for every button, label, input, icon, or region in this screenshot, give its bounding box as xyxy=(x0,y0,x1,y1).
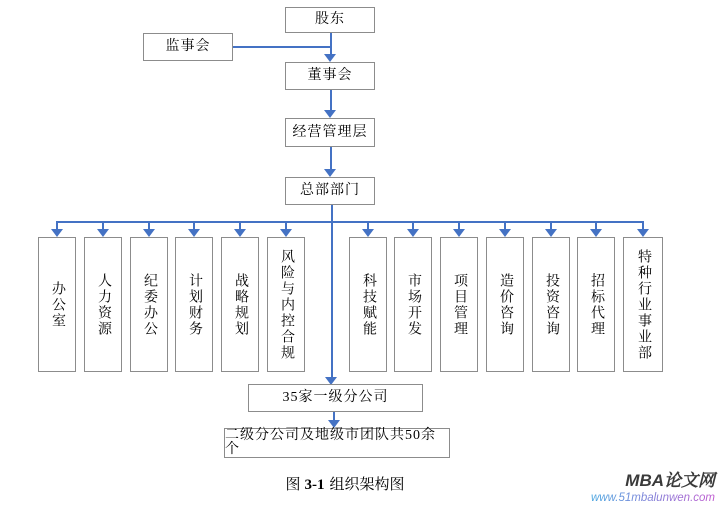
arrow-down-icon xyxy=(280,229,292,237)
caption-number: 3-1 xyxy=(304,477,325,493)
box-dept-market-development xyxy=(394,237,432,372)
dept-label: 计划财务 xyxy=(187,272,202,337)
box-dept-office xyxy=(38,237,76,372)
dept-label: 办公室 xyxy=(50,280,65,329)
caption-title: 组织架构图 xyxy=(329,477,405,493)
supervisory-board-label: 监事会 xyxy=(165,39,211,54)
figure-caption xyxy=(0,473,690,494)
box-level2-branches xyxy=(224,428,450,458)
dept-label: 市场开发 xyxy=(406,272,421,337)
dept-label: 战略规划 xyxy=(233,272,248,337)
box-board-of-directors xyxy=(285,62,375,90)
connector-board-management-line xyxy=(330,90,332,110)
shareholders-label: 股东 xyxy=(315,12,345,27)
box-dept-special-industry xyxy=(623,237,663,372)
arrow-down-icon xyxy=(143,229,155,237)
hq-departments-label: 总部部门 xyxy=(300,183,360,198)
arrow-down-icon xyxy=(324,54,336,62)
level2-branches-label: 二级分公司及地级市团队共50余个 xyxy=(225,428,436,457)
box-shareholders xyxy=(285,7,375,33)
box-dept-project-management xyxy=(440,237,478,372)
arrow-down-icon xyxy=(590,229,602,237)
box-dept-technology xyxy=(349,237,387,372)
box-management-layer xyxy=(285,118,375,147)
box-dept-investment-consulting xyxy=(532,237,570,372)
management-layer-label: 经营管理层 xyxy=(292,124,368,140)
dept-label: 人力资源 xyxy=(96,272,111,337)
arrow-down-icon xyxy=(324,169,336,177)
box-dept-bidding-agency xyxy=(577,237,615,372)
arrow-down-icon xyxy=(499,229,511,237)
box-level1-branches xyxy=(248,384,423,412)
box-dept-strategic-planning xyxy=(221,237,259,372)
arrow-down-icon xyxy=(188,229,200,237)
box-dept-planning-finance xyxy=(175,237,213,372)
box-hq-departments xyxy=(285,177,375,205)
watermark-site-url: www.51mbalunwen.com xyxy=(590,492,715,504)
arrow-down-icon xyxy=(637,229,649,237)
dept-label: 造价咨询 xyxy=(498,272,513,337)
arrow-down-icon xyxy=(234,229,246,237)
connector-supervisory-line xyxy=(233,46,331,48)
arrow-down-icon xyxy=(324,110,336,118)
connector-trunk-line xyxy=(331,205,333,377)
box-supervisory-board xyxy=(143,33,233,61)
box-dept-human-resources xyxy=(84,237,122,372)
arrow-down-icon xyxy=(51,229,63,237)
box-dept-discipline-office xyxy=(130,237,168,372)
connector-distribution-bar xyxy=(56,221,644,223)
dept-label: 纪委办公 xyxy=(142,272,157,337)
arrow-down-icon xyxy=(328,420,340,428)
box-dept-risk-compliance xyxy=(267,237,305,372)
arrow-down-icon xyxy=(362,229,374,237)
dept-label: 科技赋能 xyxy=(361,272,376,337)
dept-label: 投资咨询 xyxy=(544,272,559,337)
dept-label: 风险与内控合规 xyxy=(279,248,294,361)
caption-prefix: 图 xyxy=(285,477,301,493)
dept-label: 招标代理 xyxy=(589,272,604,337)
level1-branches-label: 35家一级分公司 xyxy=(282,390,389,405)
arrow-down-icon xyxy=(407,229,419,237)
box-dept-cost-consulting xyxy=(486,237,524,372)
arrow-down-icon xyxy=(545,229,557,237)
arrow-down-icon xyxy=(97,229,109,237)
watermark xyxy=(591,466,715,504)
dept-label: 特种行业事业部 xyxy=(636,248,651,361)
arrow-down-icon xyxy=(453,229,465,237)
dept-label: 项目管理 xyxy=(452,272,467,337)
board-of-directors-label: 董事会 xyxy=(307,68,353,83)
watermark-site-name: MBA论文网 xyxy=(625,471,715,490)
connector-shareholders-board-line xyxy=(330,33,332,54)
connector-management-hq-line xyxy=(330,147,332,169)
